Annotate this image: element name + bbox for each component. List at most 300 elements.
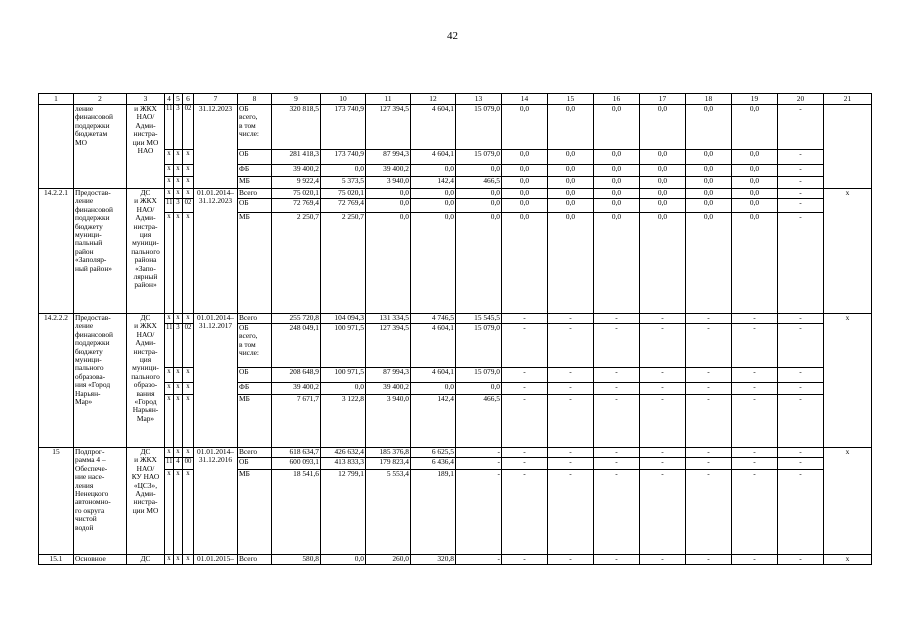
funding-source: ОБ всего, в том числе: <box>238 105 272 150</box>
value-total: 248 049,1 <box>272 324 321 368</box>
value-col-15: 0,0 <box>548 189 594 199</box>
row-number: 15.1 <box>39 555 74 565</box>
value-col-16: - <box>594 368 640 383</box>
value-col-17: 0,0 <box>640 189 686 199</box>
code-col-5: 3 <box>174 324 183 368</box>
code-col-4: х <box>165 368 174 383</box>
value-col-16: 0,0 <box>594 213 640 314</box>
column-header-7: 7 <box>194 94 238 105</box>
value-col-17: - <box>640 395 686 448</box>
value-col-13: 0,0 <box>456 199 502 213</box>
table-row <box>39 555 872 565</box>
value-col-20: - <box>778 555 824 565</box>
value-col-20: - <box>778 213 824 314</box>
value-col-13: 0,0 <box>456 213 502 314</box>
value-col-18: - <box>686 368 732 383</box>
code-col-4: 11 <box>165 324 174 368</box>
code-col-4: х <box>165 165 174 177</box>
code-col-5: х <box>174 177 183 189</box>
value-col-18: 0,0 <box>686 105 732 150</box>
funding-source: МБ <box>238 213 272 314</box>
value-col-20: - <box>778 189 824 199</box>
value-col-11: 0,0 <box>366 213 411 314</box>
row-number <box>39 105 74 189</box>
value-col-10: 100 971,5 <box>321 324 366 368</box>
value-col-15: - <box>548 314 594 324</box>
value-col-14: 0,0 <box>502 199 548 213</box>
page-number: 42 <box>447 30 458 42</box>
value-col-14: - <box>502 314 548 324</box>
value-col-13: 15 079,0 <box>456 105 502 150</box>
value-col-11: 127 394,5 <box>366 324 411 368</box>
column-header-10: 10 <box>321 94 366 105</box>
value-col-13: 15 079,0 <box>456 368 502 383</box>
column-header-2: 2 <box>74 94 127 105</box>
code-col-6: х <box>183 165 194 177</box>
funding-source: МБ <box>238 395 272 448</box>
value-col-20: - <box>778 105 824 150</box>
funding-source: МБ <box>238 177 272 189</box>
value-col-16: - <box>594 324 640 368</box>
value-col-12: 6 625,5 <box>411 448 456 458</box>
code-col-5: х <box>174 165 183 177</box>
value-col-14: 0,0 <box>502 177 548 189</box>
value-col-11: 260,0 <box>366 555 411 565</box>
table-row <box>39 314 872 324</box>
value-col-10: 0,0 <box>321 165 366 177</box>
funding-source: ОБ <box>238 368 272 383</box>
value-total: 281 418,3 <box>272 150 321 165</box>
code-col-5: 4 <box>174 458 183 470</box>
column-header-9: 9 <box>272 94 321 105</box>
value-col-17: 0,0 <box>640 150 686 165</box>
code-col-4: х <box>165 395 174 448</box>
value-col-14: - <box>502 470 548 555</box>
value-col-11: 39 400,2 <box>366 165 411 177</box>
value-col-14: 0,0 <box>502 165 548 177</box>
value-col-18: 0,0 <box>686 177 732 189</box>
column-header-8: 8 <box>238 94 272 105</box>
header-row <box>39 94 872 105</box>
code-col-4: х <box>165 177 174 189</box>
value-col-12: 4 604,1 <box>411 105 456 150</box>
value-col-18: - <box>686 448 732 458</box>
value-total: 72 769,4 <box>272 199 321 213</box>
value-col-19: - <box>732 448 778 458</box>
code-col-6: 00 <box>183 458 194 470</box>
code-col-5: х <box>174 395 183 448</box>
value-total: 580,8 <box>272 555 321 565</box>
value-col-11: 39 400,2 <box>366 383 411 395</box>
value-col-10: 173 740,9 <box>321 105 366 150</box>
code-col-4: х <box>165 555 174 565</box>
value-col-20: - <box>778 165 824 177</box>
value-col-16: - <box>594 470 640 555</box>
value-col-10: 173 740,9 <box>321 150 366 165</box>
value-col-12: 0,0 <box>411 189 456 199</box>
code-col-6: х <box>183 213 194 314</box>
value-col-12: 6 436,4 <box>411 458 456 470</box>
code-col-4: 11 <box>165 199 174 213</box>
value-total: 75 020,1 <box>272 189 321 199</box>
value-col-19: - <box>732 395 778 448</box>
value-total: 7 671,7 <box>272 395 321 448</box>
value-col-14: 0,0 <box>502 105 548 150</box>
column-header-11: 11 <box>366 94 411 105</box>
value-col-15: 0,0 <box>548 213 594 314</box>
value-col-15: 0,0 <box>548 150 594 165</box>
column-header-19: 19 <box>732 94 778 105</box>
code-col-6: х <box>183 368 194 383</box>
value-col-11: 87 994,3 <box>366 150 411 165</box>
value-col-15: - <box>548 395 594 448</box>
value-col-13: - <box>456 458 502 470</box>
value-col-18: 0,0 <box>686 199 732 213</box>
value-col-14: - <box>502 555 548 565</box>
value-col-19: - <box>732 555 778 565</box>
code-col-5: х <box>174 448 183 458</box>
code-col-4: 11 <box>165 105 174 150</box>
value-col-12: 142,4 <box>411 395 456 448</box>
funding-source: МБ <box>238 470 272 555</box>
value-col-12: 4 604,1 <box>411 368 456 383</box>
period: 01.01.2014– 31.12.2017 <box>194 314 238 448</box>
column-header-18: 18 <box>686 94 732 105</box>
executor: и ЖКХ НАО/ Адми- нистра- ции МО НАО <box>127 105 165 189</box>
value-col-14: 0,0 <box>502 189 548 199</box>
code-col-4: х <box>165 383 174 395</box>
code-col-6: х <box>183 470 194 555</box>
value-col-16: - <box>594 383 640 395</box>
value-col-10: 0,0 <box>321 555 366 565</box>
value-col-15: 0,0 <box>548 165 594 177</box>
value-col-19: 0,0 <box>732 189 778 199</box>
note-col-21: х <box>824 314 872 448</box>
value-col-17: 0,0 <box>640 213 686 314</box>
code-col-6: х <box>183 150 194 165</box>
note-col-21 <box>824 105 872 189</box>
value-col-20: - <box>778 470 824 555</box>
value-col-17: - <box>640 368 686 383</box>
value-col-19: - <box>732 368 778 383</box>
value-col-18: 0,0 <box>686 150 732 165</box>
value-col-18: - <box>686 383 732 395</box>
value-col-13: 466,5 <box>456 395 502 448</box>
executor: ДС <box>127 555 165 565</box>
value-col-12: 142,4 <box>411 177 456 189</box>
value-col-19: - <box>732 324 778 368</box>
column-header-1: 1 <box>39 94 74 105</box>
value-col-20: - <box>778 177 824 189</box>
value-col-11: 3 940,0 <box>366 177 411 189</box>
period: 31.12.2023 <box>194 105 238 189</box>
value-col-19: 0,0 <box>732 199 778 213</box>
column-header-12: 12 <box>411 94 456 105</box>
column-header-17: 17 <box>640 94 686 105</box>
value-col-18: 0,0 <box>686 189 732 199</box>
value-total: 255 720,8 <box>272 314 321 324</box>
value-col-13: 15 545,5 <box>456 314 502 324</box>
value-col-20: - <box>778 199 824 213</box>
value-col-16: 0,0 <box>594 105 640 150</box>
code-col-5: х <box>174 383 183 395</box>
value-col-14: 0,0 <box>502 150 548 165</box>
value-col-11: 3 940,0 <box>366 395 411 448</box>
budget-table <box>38 93 872 565</box>
value-col-17: 0,0 <box>640 177 686 189</box>
code-col-6: х <box>183 555 194 565</box>
value-col-16: 0,0 <box>594 199 640 213</box>
value-col-13: - <box>456 448 502 458</box>
value-col-15: - <box>548 368 594 383</box>
value-col-20: - <box>778 324 824 368</box>
value-col-12: 4 746,5 <box>411 314 456 324</box>
value-col-11: 185 376,8 <box>366 448 411 458</box>
funding-source: ОБ <box>238 150 272 165</box>
value-col-15: - <box>548 555 594 565</box>
value-col-15: - <box>548 470 594 555</box>
value-col-16: - <box>594 458 640 470</box>
executor: ДС и ЖКХ НАО/ Адми- нистра- ция муници- пального района «Запо- лярный район» <box>127 189 165 314</box>
code-col-4: х <box>165 470 174 555</box>
note-col-21: х <box>824 555 872 565</box>
value-col-16: 0,0 <box>594 165 640 177</box>
value-col-17: - <box>640 470 686 555</box>
value-col-14: - <box>502 383 548 395</box>
code-col-4: х <box>165 150 174 165</box>
value-total: 2 250,7 <box>272 213 321 314</box>
funding-source: Всего <box>238 448 272 458</box>
value-col-13: 15 079,0 <box>456 324 502 368</box>
value-col-13: 0,0 <box>456 189 502 199</box>
table-body <box>39 94 872 565</box>
value-col-16: 0,0 <box>594 150 640 165</box>
value-col-17: 0,0 <box>640 105 686 150</box>
value-col-19: 0,0 <box>732 177 778 189</box>
value-col-17: - <box>640 314 686 324</box>
value-col-13: 0,0 <box>456 383 502 395</box>
value-col-12: 0,0 <box>411 165 456 177</box>
code-col-6: х <box>183 383 194 395</box>
value-col-17: - <box>640 324 686 368</box>
funding-source: ФБ <box>238 165 272 177</box>
column-header-6: 6 <box>183 94 194 105</box>
code-col-5: х <box>174 314 183 324</box>
value-col-18: - <box>686 395 732 448</box>
code-col-6: х <box>183 395 194 448</box>
value-col-19: - <box>732 383 778 395</box>
value-col-13: 0,0 <box>456 165 502 177</box>
value-col-10: 12 799,1 <box>321 470 366 555</box>
value-col-20: - <box>778 150 824 165</box>
code-col-5: 3 <box>174 199 183 213</box>
value-col-15: - <box>548 383 594 395</box>
value-col-17: 0,0 <box>640 199 686 213</box>
code-col-5: х <box>174 150 183 165</box>
value-col-14: 0,0 <box>502 213 548 314</box>
value-col-12: 0,0 <box>411 383 456 395</box>
code-col-5: х <box>174 213 183 314</box>
value-col-11: 131 334,5 <box>366 314 411 324</box>
value-col-18: - <box>686 324 732 368</box>
value-col-12: 189,1 <box>411 470 456 555</box>
value-col-17: - <box>640 383 686 395</box>
code-col-6: 02 <box>183 324 194 368</box>
value-col-20: - <box>778 383 824 395</box>
period: 01.01.2014– 31.12.2023 <box>194 189 238 314</box>
value-col-14: - <box>502 395 548 448</box>
executor: ДС и ЖКХ НАО/ Адми- нистра- ция муници- пального образо- вания «Город Нарьян- Мар» <box>127 314 165 448</box>
table-row <box>39 448 872 458</box>
value-col-10: 426 632,4 <box>321 448 366 458</box>
value-col-11: 179 823,4 <box>366 458 411 470</box>
value-col-18: - <box>686 314 732 324</box>
row-number: 15 <box>39 448 74 555</box>
funding-source: ФБ <box>238 383 272 395</box>
value-col-19: - <box>732 314 778 324</box>
value-col-17: - <box>640 448 686 458</box>
value-total: 18 541,6 <box>272 470 321 555</box>
value-col-10: 3 122,8 <box>321 395 366 448</box>
value-col-16: - <box>594 555 640 565</box>
code-col-6: х <box>183 189 194 199</box>
value-col-19: - <box>732 458 778 470</box>
table-row <box>39 105 872 150</box>
funding-source: Всего <box>238 555 272 565</box>
executor: ДС и ЖКХ НАО/ КУ НАО «ЦСЗ», Адми- нистра- ции МО <box>127 448 165 555</box>
code-col-4: х <box>165 314 174 324</box>
value-col-19: 0,0 <box>732 150 778 165</box>
value-col-10: 75 020,1 <box>321 189 366 199</box>
code-col-6: 02 <box>183 105 194 150</box>
value-col-20: - <box>778 368 824 383</box>
code-col-5: х <box>174 555 183 565</box>
value-col-15: 0,0 <box>548 105 594 150</box>
value-col-16: - <box>594 395 640 448</box>
value-col-20: - <box>778 314 824 324</box>
value-total: 600 093,1 <box>272 458 321 470</box>
value-col-12: 320,8 <box>411 555 456 565</box>
value-col-18: 0,0 <box>686 213 732 314</box>
item-name: Основное <box>74 555 127 565</box>
note-col-21: х <box>824 189 872 314</box>
value-col-20: - <box>778 395 824 448</box>
value-col-19: - <box>732 470 778 555</box>
item-name: ление финансовой поддержки бюджетам МО <box>74 105 127 189</box>
value-total: 9 922,4 <box>272 177 321 189</box>
column-header-21: 21 <box>824 94 872 105</box>
value-col-19: 0,0 <box>732 165 778 177</box>
code-col-4: х <box>165 189 174 199</box>
item-name: Предостав- ление финансовой поддержки бюджету муници- пальный район «Заполяр- ный район» <box>74 189 127 314</box>
value-col-16: 0,0 <box>594 189 640 199</box>
funding-source: ОБ <box>238 458 272 470</box>
value-col-13: 15 079,0 <box>456 150 502 165</box>
value-col-16: - <box>594 448 640 458</box>
value-col-20: - <box>778 458 824 470</box>
funding-source: Всего <box>238 189 272 199</box>
value-col-10: 2 250,7 <box>321 213 366 314</box>
column-header-20: 20 <box>778 94 824 105</box>
value-col-16: - <box>594 314 640 324</box>
value-col-11: 0,0 <box>366 199 411 213</box>
value-col-15: 0,0 <box>548 177 594 189</box>
column-header-5: 5 <box>174 94 183 105</box>
value-col-10: 104 094,3 <box>321 314 366 324</box>
value-col-18: 0,0 <box>686 165 732 177</box>
value-col-15: - <box>548 458 594 470</box>
value-col-15: - <box>548 448 594 458</box>
funding-source: ОБ всего, в том числе: <box>238 324 272 368</box>
value-col-12: 4 604,1 <box>411 150 456 165</box>
code-col-6: х <box>183 177 194 189</box>
value-col-18: - <box>686 555 732 565</box>
value-col-10: 5 373,5 <box>321 177 366 189</box>
value-col-20: - <box>778 448 824 458</box>
note-col-21: х <box>824 448 872 555</box>
value-col-13: - <box>456 555 502 565</box>
value-col-11: 127 394,5 <box>366 105 411 150</box>
value-col-12: 0,0 <box>411 199 456 213</box>
value-total: 208 648,9 <box>272 368 321 383</box>
code-col-4: х <box>165 448 174 458</box>
value-col-17: - <box>640 555 686 565</box>
value-col-10: 0,0 <box>321 383 366 395</box>
value-col-11: 5 553,4 <box>366 470 411 555</box>
value-col-18: - <box>686 458 732 470</box>
item-name: Подпрог- рамма 4 – Обеспече- ние насе- ления Ненецкого автономно- го округа чистой водой <box>74 448 127 555</box>
value-col-19: 0,0 <box>732 105 778 150</box>
column-header-4: 4 <box>165 94 174 105</box>
code-col-5: х <box>174 470 183 555</box>
code-col-6: х <box>183 448 194 458</box>
value-col-18: - <box>686 470 732 555</box>
value-col-14: - <box>502 368 548 383</box>
row-number: 14.2.2.2 <box>39 314 74 448</box>
value-total: 320 818,5 <box>272 105 321 150</box>
column-header-14: 14 <box>502 94 548 105</box>
code-col-4: х <box>165 213 174 314</box>
column-header-15: 15 <box>548 94 594 105</box>
value-col-15: - <box>548 324 594 368</box>
value-col-14: - <box>502 458 548 470</box>
code-col-5: 3 <box>174 105 183 150</box>
value-total: 39 400,2 <box>272 165 321 177</box>
value-col-10: 72 769,4 <box>321 199 366 213</box>
value-col-15: 0,0 <box>548 199 594 213</box>
period: 01.01.2015– <box>194 555 238 565</box>
value-col-12: 0,0 <box>411 213 456 314</box>
value-col-10: 413 833,3 <box>321 458 366 470</box>
code-col-5: х <box>174 368 183 383</box>
code-col-4: 11 <box>165 458 174 470</box>
value-col-17: - <box>640 458 686 470</box>
value-col-10: 100 971,5 <box>321 368 366 383</box>
value-col-14: - <box>502 324 548 368</box>
value-col-12: 4 604,1 <box>411 324 456 368</box>
value-col-17: 0,0 <box>640 165 686 177</box>
column-header-3: 3 <box>127 94 165 105</box>
column-header-16: 16 <box>594 94 640 105</box>
row-number: 14.2.2.1 <box>39 189 74 314</box>
value-col-16: 0,0 <box>594 177 640 189</box>
value-col-11: 87 994,3 <box>366 368 411 383</box>
value-col-19: 0,0 <box>732 213 778 314</box>
value-col-13: - <box>456 470 502 555</box>
value-total: 618 634,7 <box>272 448 321 458</box>
value-total: 39 400,2 <box>272 383 321 395</box>
value-col-13: 466,5 <box>456 177 502 189</box>
